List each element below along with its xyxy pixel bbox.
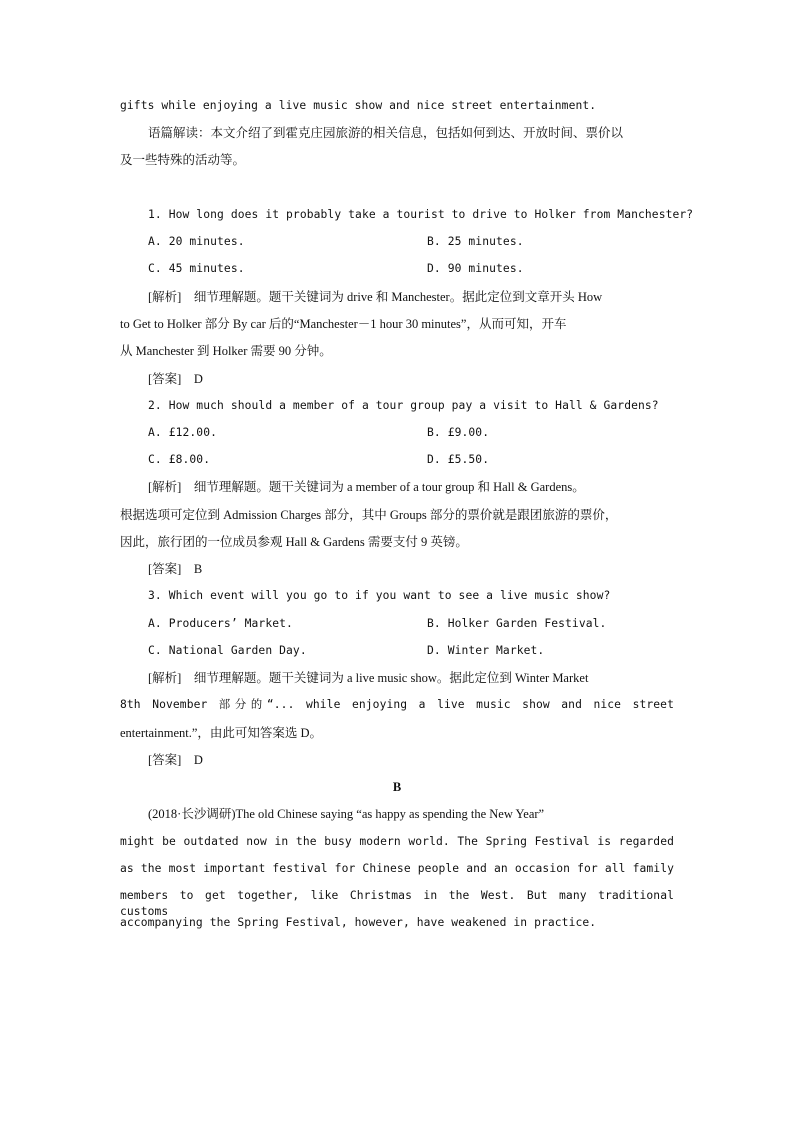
question-1-option-b: B. 25 minutes. bbox=[427, 235, 524, 248]
discourse-analysis-line-2: 及一些特殊的活动等。 bbox=[120, 153, 246, 167]
section-b-heading: B bbox=[392, 780, 402, 794]
question-2-option-a: A. £12.00. bbox=[148, 426, 218, 439]
question-1-analysis-line-2: to Get to Holker 部分 By car 后的“Manchester－1 hour 30 minutes”，从而可知，开车 bbox=[120, 317, 567, 331]
section-b-paragraph-line-4: members to get together, like Christmas in the West. But many traditional customs bbox=[120, 889, 674, 918]
discourse-analysis-line-1: 语篇解读：本文介绍了到霍克庄园旅游的相关信息，包括如何到达、开放时间、票价以 bbox=[148, 126, 624, 140]
question-3-answer: [答案] D bbox=[148, 753, 203, 767]
question-2-analysis-line-2: 根据选项可定位到 Admission Charges 部分，其中 Groups 部分的票价就是跟团旅游的票价， bbox=[120, 508, 618, 522]
question-1-analysis-line-3: 从 Manchester 到 Holker 需要 90 分钟。 bbox=[120, 344, 332, 358]
question-2-analysis-line-3: 因此，旅行团的一位成员参观 Hall & Gardens 需要支付 9 英镑。 bbox=[120, 535, 468, 549]
section-b-paragraph-line-5: accompanying the Spring Festival, however, have weakened in practice. bbox=[120, 916, 597, 929]
question-1-option-a: A. 20 minutes. bbox=[148, 235, 245, 248]
question-3-stem: 3. Which event will you go to if you want to see a live music show? bbox=[148, 589, 611, 602]
question-2-answer: [答案] B bbox=[148, 562, 203, 576]
question-3-option-b: B. Holker Garden Festival. bbox=[427, 617, 607, 630]
question-1-option-d: D. 90 minutes. bbox=[427, 262, 524, 275]
question-2-option-d: D. £5.50. bbox=[427, 453, 490, 466]
question-1-answer: [答案] D bbox=[148, 372, 203, 386]
section-b-paragraph-line-2: might be outdated now in the busy modern world. The Spring Festival is regarded bbox=[120, 835, 674, 848]
intro-line-1: gifts while enjoying a live music show and nice street entertainment. bbox=[120, 99, 597, 112]
question-2-analysis-line-1: [解析] 细节理解题。题干关键词为 a member of a tour group 和 Hall & Gardens。 bbox=[148, 480, 585, 494]
question-1-option-c: C. 45 minutes. bbox=[148, 262, 245, 275]
question-1-analysis-line-1: [解析] 细节理解题。题干关键词为 drive 和 Manchester。据此定位到文章开头 How bbox=[148, 290, 603, 304]
question-2-stem: 2. How much should a member of a tour group pay a visit to Hall & Gardens? bbox=[148, 399, 659, 412]
question-1-stem: 1. How long does it probably take a tourist to drive to Holker from Manchester? bbox=[148, 208, 694, 221]
question-3-analysis-line-2: 8th November 部分的“... while enjoying a live music show and nice street bbox=[120, 698, 674, 711]
section-b-paragraph-line-3: as the most important festival for Chinese people and an occasion for all family bbox=[120, 862, 674, 875]
question-2-option-b: B. £9.00. bbox=[427, 426, 490, 439]
question-3-analysis-line-1: [解析] 细节理解题。题干关键词为 a live music show。据此定位到 Winter Market bbox=[148, 671, 589, 685]
question-3-option-c: C. National Garden Day. bbox=[148, 644, 307, 657]
question-3-option-d: D. Winter Market. bbox=[427, 644, 545, 657]
question-3-option-a: A. Producers’ Market. bbox=[148, 617, 293, 630]
section-b-paragraph-line-1: (2018·长沙调研)The old Chinese saying “as happy as spending the New Year” bbox=[148, 807, 545, 821]
question-3-analysis-line-3: entertainment.”，由此可知答案选 D。 bbox=[120, 726, 323, 740]
question-2-option-c: C. £8.00. bbox=[148, 453, 211, 466]
